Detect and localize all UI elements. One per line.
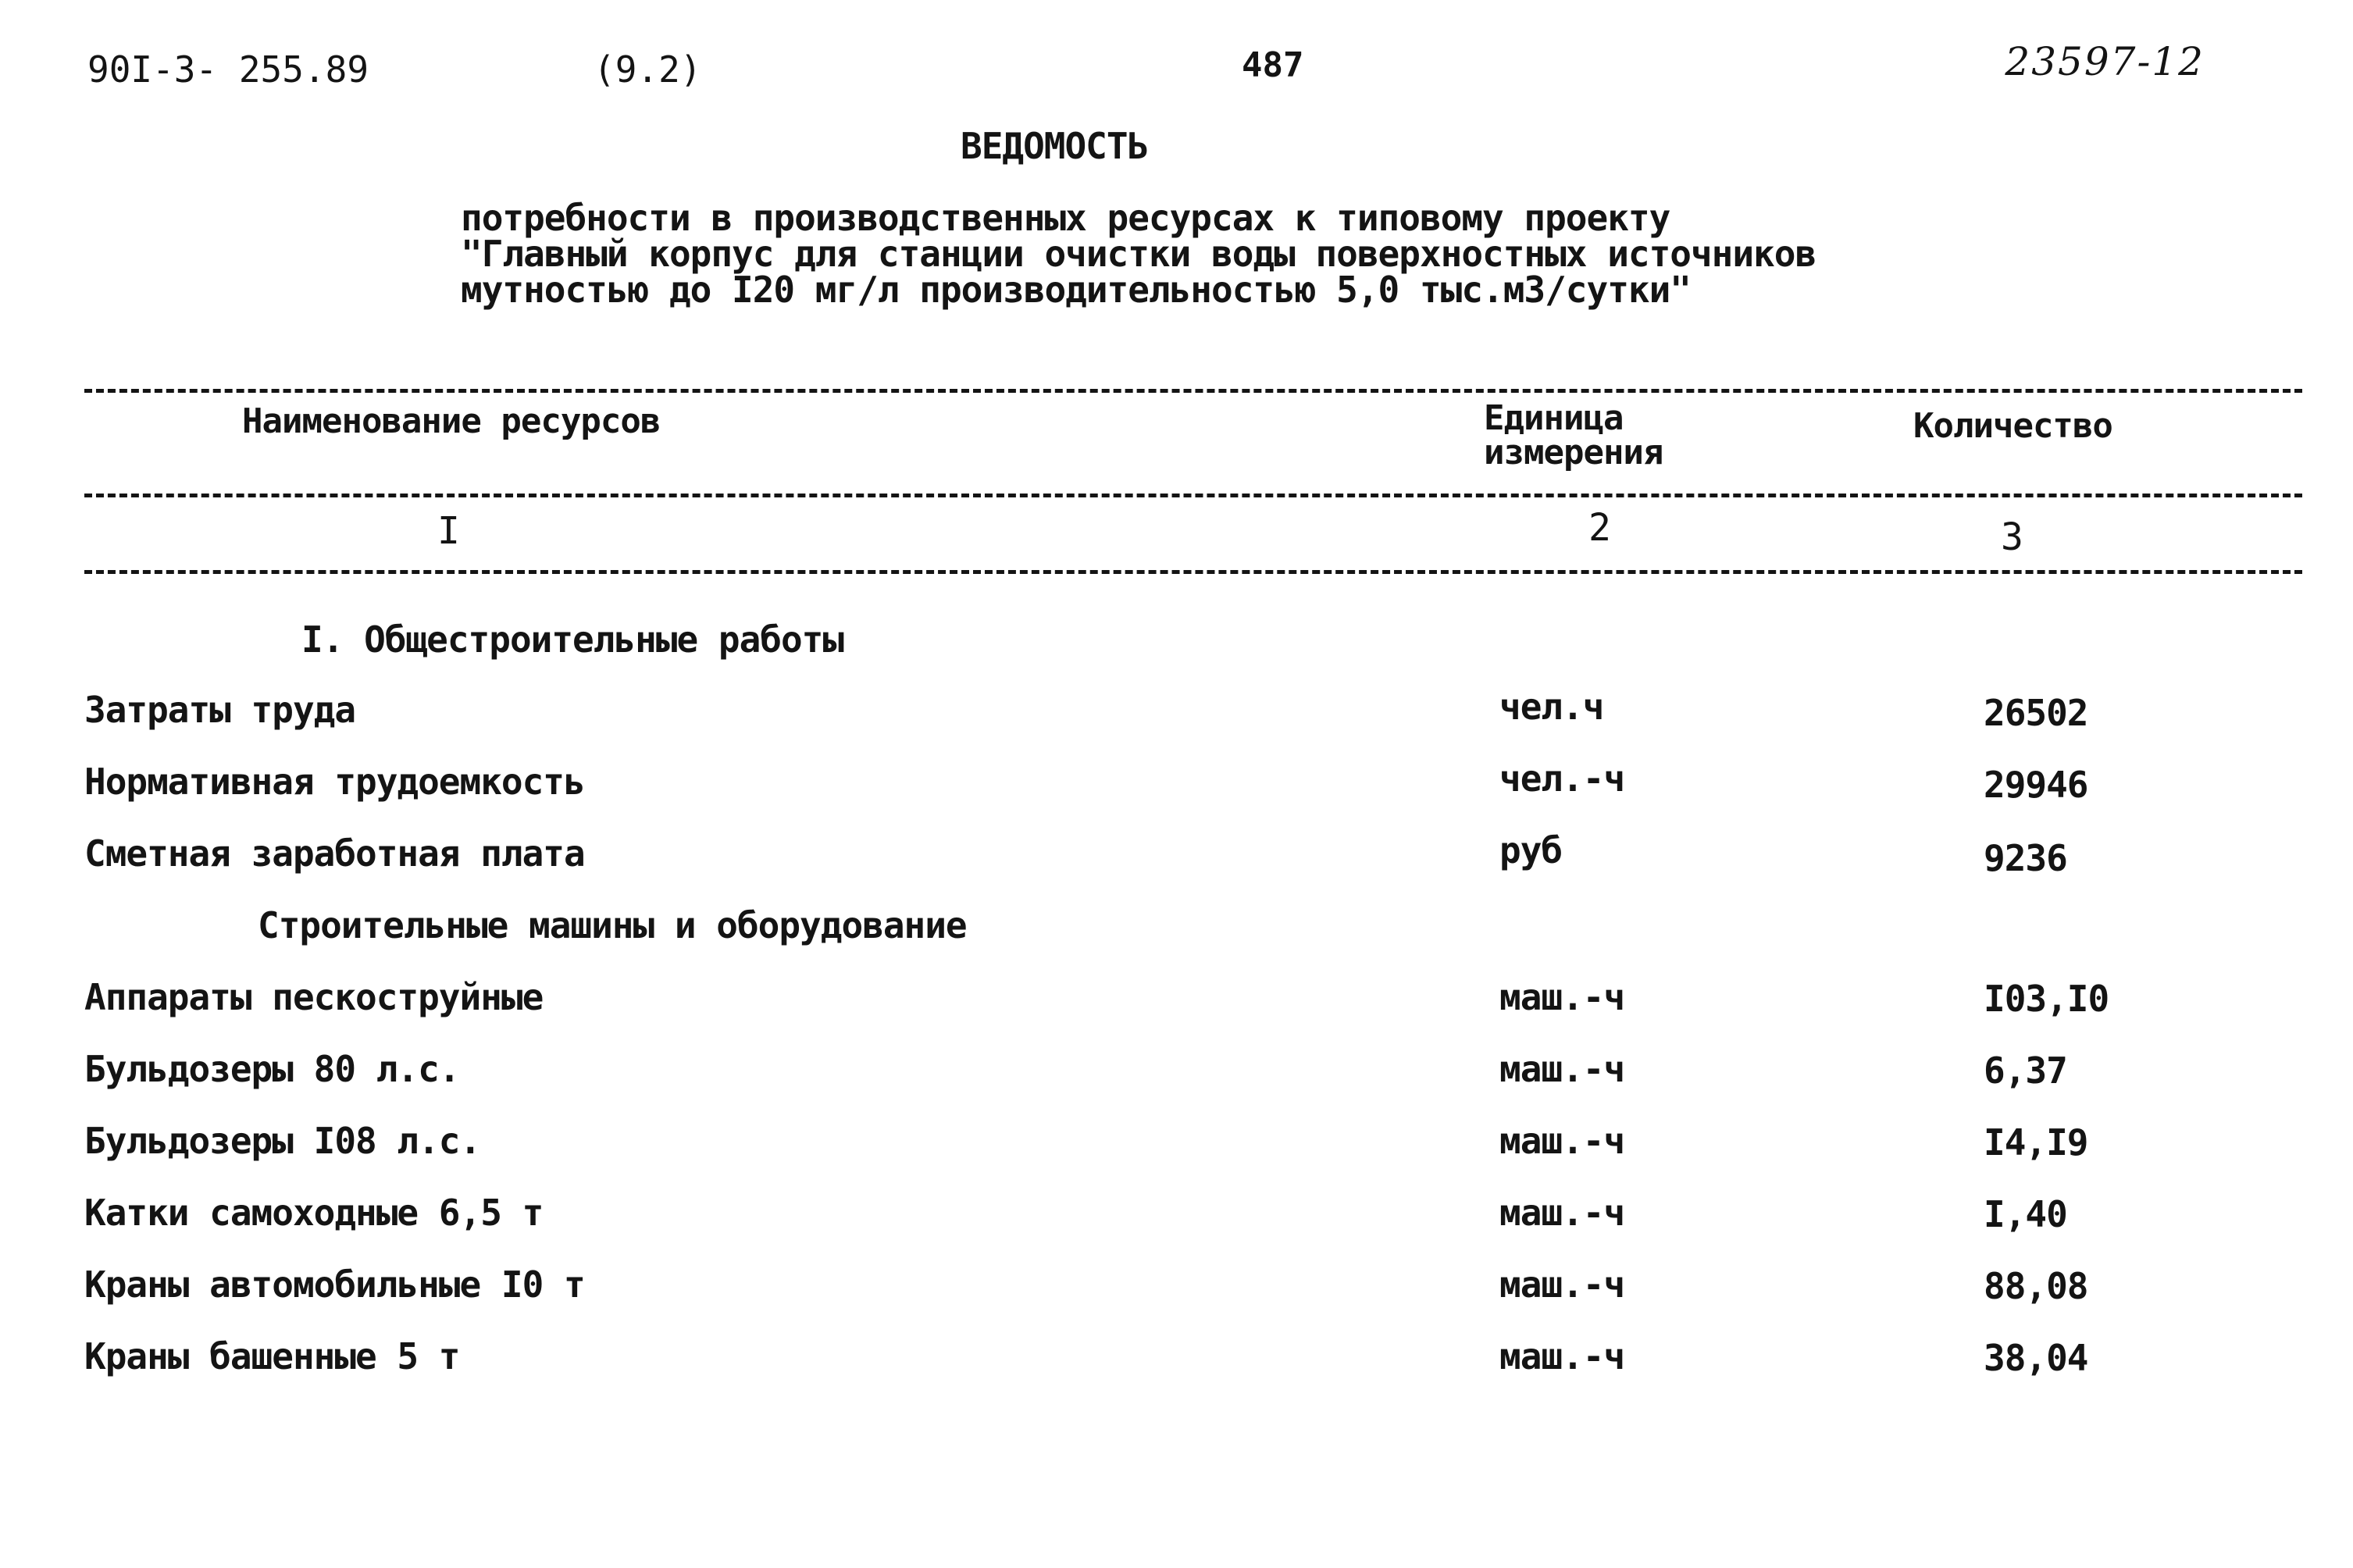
row-name: Краны башенные 5 т (84, 1335, 460, 1377)
column-header-unit-line1: Единица (1484, 398, 1624, 438)
row-unit: маш.-ч (1499, 1048, 1625, 1090)
subtitle-line-2: "Главный корпус для станции очистки воды поверхностных источников (461, 233, 1816, 275)
row-name: Краны автомобильные I0 т (84, 1263, 585, 1306)
row-quantity: I4,I9 (1984, 1121, 2088, 1164)
row-unit: чел.-ч (1499, 757, 1625, 800)
table-header-rule (84, 494, 2302, 497)
row-quantity: 38,04 (1984, 1337, 2088, 1379)
row-quantity: 6,37 (1984, 1049, 2067, 1092)
row-quantity: I,40 (1984, 1193, 2067, 1235)
document-subtitle (461, 197, 1816, 311)
column-number-2: 2 (1588, 506, 1611, 550)
row-unit: маш.-ч (1499, 976, 1625, 1018)
document-title: ВЕДОМОСТЬ (961, 125, 1149, 167)
row-quantity: I03,I0 (1984, 978, 2109, 1020)
row-unit: маш.-ч (1499, 1192, 1625, 1234)
row-name: Сметная заработная плата (84, 832, 585, 875)
column-header-name: Наименование ресурсов (242, 401, 661, 441)
row-unit: маш.-ч (1499, 1120, 1625, 1162)
project-code: 90I-3- 255.89 (87, 48, 369, 91)
column-number-1: I (437, 509, 460, 553)
subtitle-line-1: потребности в производственных ресурсах к типовому проекту (461, 197, 1670, 239)
row-quantity: 26502 (1984, 692, 2088, 734)
row-unit: чел.ч (1499, 686, 1604, 728)
column-number-3: 3 (2001, 515, 2023, 559)
row-unit: руб (1499, 829, 1563, 871)
subsection-heading: Строительные машины и оборудование (258, 904, 967, 946)
row-name: Аппараты пескоструйные (84, 976, 544, 1018)
row-name: Катки самоходные 6,5 т (84, 1192, 544, 1234)
column-header-unit (1484, 398, 1663, 472)
column-header-quantity: Количество (1913, 406, 2112, 446)
row-name: Бульдозеры I08 л.с. (84, 1120, 481, 1162)
table-numbers-rule (84, 570, 2302, 574)
row-quantity: 88,08 (1984, 1265, 2088, 1307)
row-name: Затраты труда (84, 689, 356, 731)
section-heading: I. Общестроительные работы (301, 618, 844, 661)
inventory-number: 23597-12 (2005, 39, 2205, 84)
row-quantity: 29946 (1984, 764, 2088, 806)
row-name: Нормативная трудоемкость (84, 761, 585, 803)
table-top-rule (84, 389, 2302, 393)
row-unit: маш.-ч (1499, 1263, 1625, 1306)
column-header-unit-line2: измерения (1484, 433, 1663, 472)
subtitle-line-3: мутностью до I20 мг/л производительностью 5,0 тыс.м3/сутки" (461, 269, 1691, 311)
row-quantity: 9236 (1984, 837, 2067, 879)
sheet-number: (9.2) (594, 48, 702, 91)
page-number: 487 (1242, 45, 1304, 85)
row-unit: маш.-ч (1499, 1335, 1625, 1377)
row-name: Бульдозеры 80 л.с. (84, 1048, 460, 1090)
